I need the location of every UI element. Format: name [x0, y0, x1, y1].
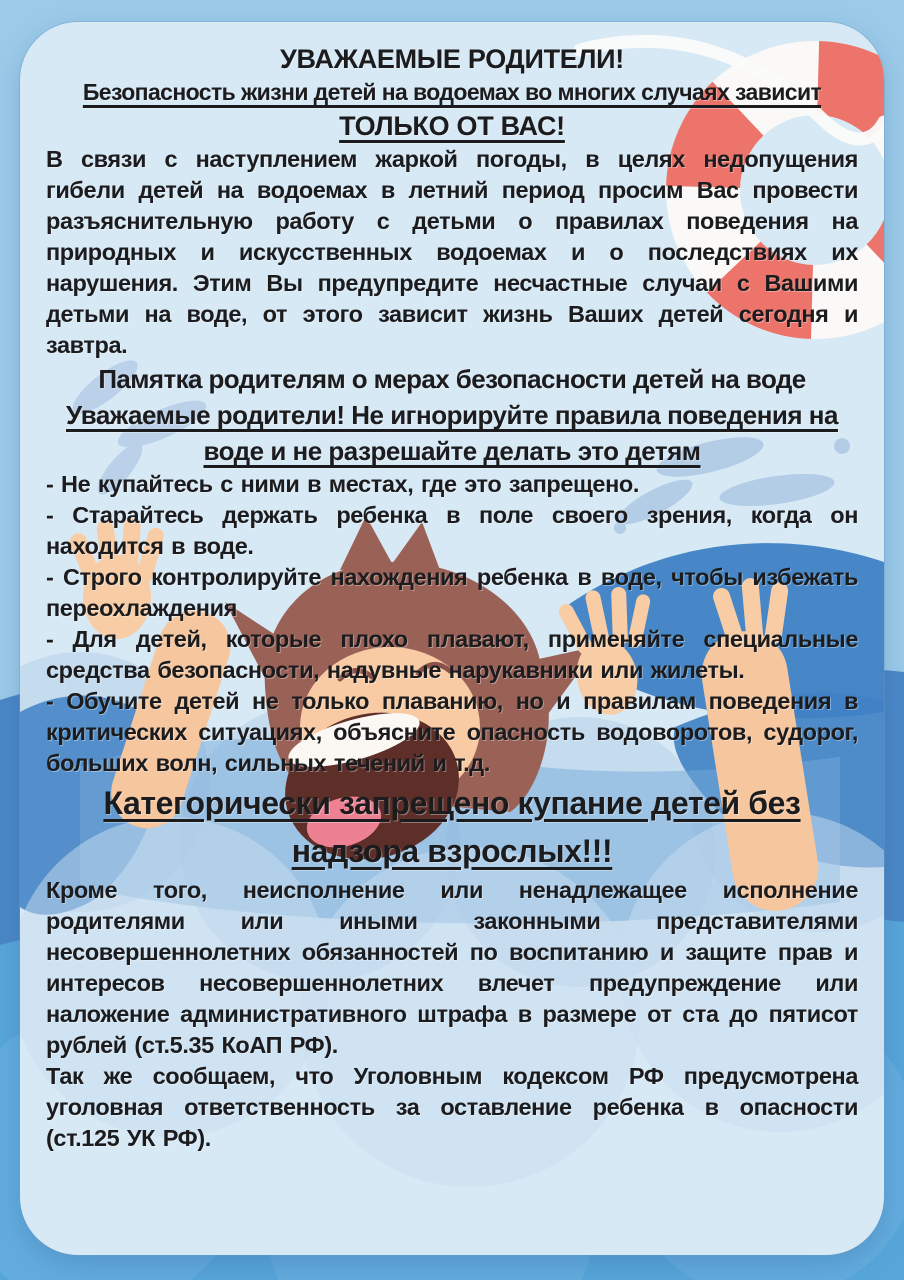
intro-paragraph: В связи с наступлением жаркой погоды, в целях недопущения гибели детей на водоемах в летний период просим Вас провести разъяснительную работу с детьми о правилах поведения на природных и искусственных водоемах и о последствиях их нарушения. Этим Вы предупредите несчастные случаи с Вашими детьми на воде, от этого зависит жизнь Ваших детей сегодня и завтра.	[46, 146, 858, 358]
rule-item: - Не купайтесь с ними в местах, где это запрещено.	[46, 471, 639, 497]
law-paragraph-koap: Кроме того, неисполнение или ненадлежащее исполнение родителями или иными законными представителями несовершеннолетних обязанностей по воспитанию и защите прав и интересов несовершеннолетних влечет предупреждение или наложение административного штрафа в размере от ста до пятисот рублей (ст.5.35 КоАП РФ).	[46, 877, 858, 1058]
main-title: УВАЖАЕМЫЕ РОДИТЕЛИ!	[280, 44, 624, 74]
memo-subtitle: Уважаемые родители! Не игнорируйте правила поведения на воде и не разрешайте делать это детям	[66, 400, 838, 466]
flyer-card	[20, 22, 884, 1255]
only-from-you-line: ТОЛЬКО ОТ ВАС!	[339, 111, 565, 141]
law-paragraph-uk: Так же сообщаем, что Уголовным кодексом РФ предусмотрена уголовная ответственность за оставление ребенка в опасности (ст.125 УК РФ).	[46, 1063, 858, 1151]
rule-item: - Обучите детей не только плаванию, но и правилам поведения в критических ситуациях, объясните опасность водоворотов, судорог, больших волн, сильных течений и т.д.	[46, 688, 858, 776]
flyer-content	[20, 22, 884, 1255]
ban-heading: Категорически запрещено купание детей без надзора взрослых!!!	[103, 785, 801, 869]
rules-list	[46, 469, 858, 779]
rule-item: - Строго контролируйте нахождения ребенка в воде, чтобы избежать переохлаждения	[46, 564, 858, 621]
legal-section	[46, 875, 858, 1154]
memo-title: Памятка родителям о мерах безопасности детей на воде	[98, 364, 806, 394]
safety-subtitle: Безопасность жизни детей на водоемах во многих случаях зависит	[82, 79, 822, 105]
rule-item: - Для детей, которые плохо плавают, применяйте специальные средства безопасности, надувные нарукавники или жилеты.	[46, 626, 858, 683]
rule-item: - Старайтесь держать ребенка в поле своего зрения, когда он находится в воде.	[46, 502, 858, 559]
